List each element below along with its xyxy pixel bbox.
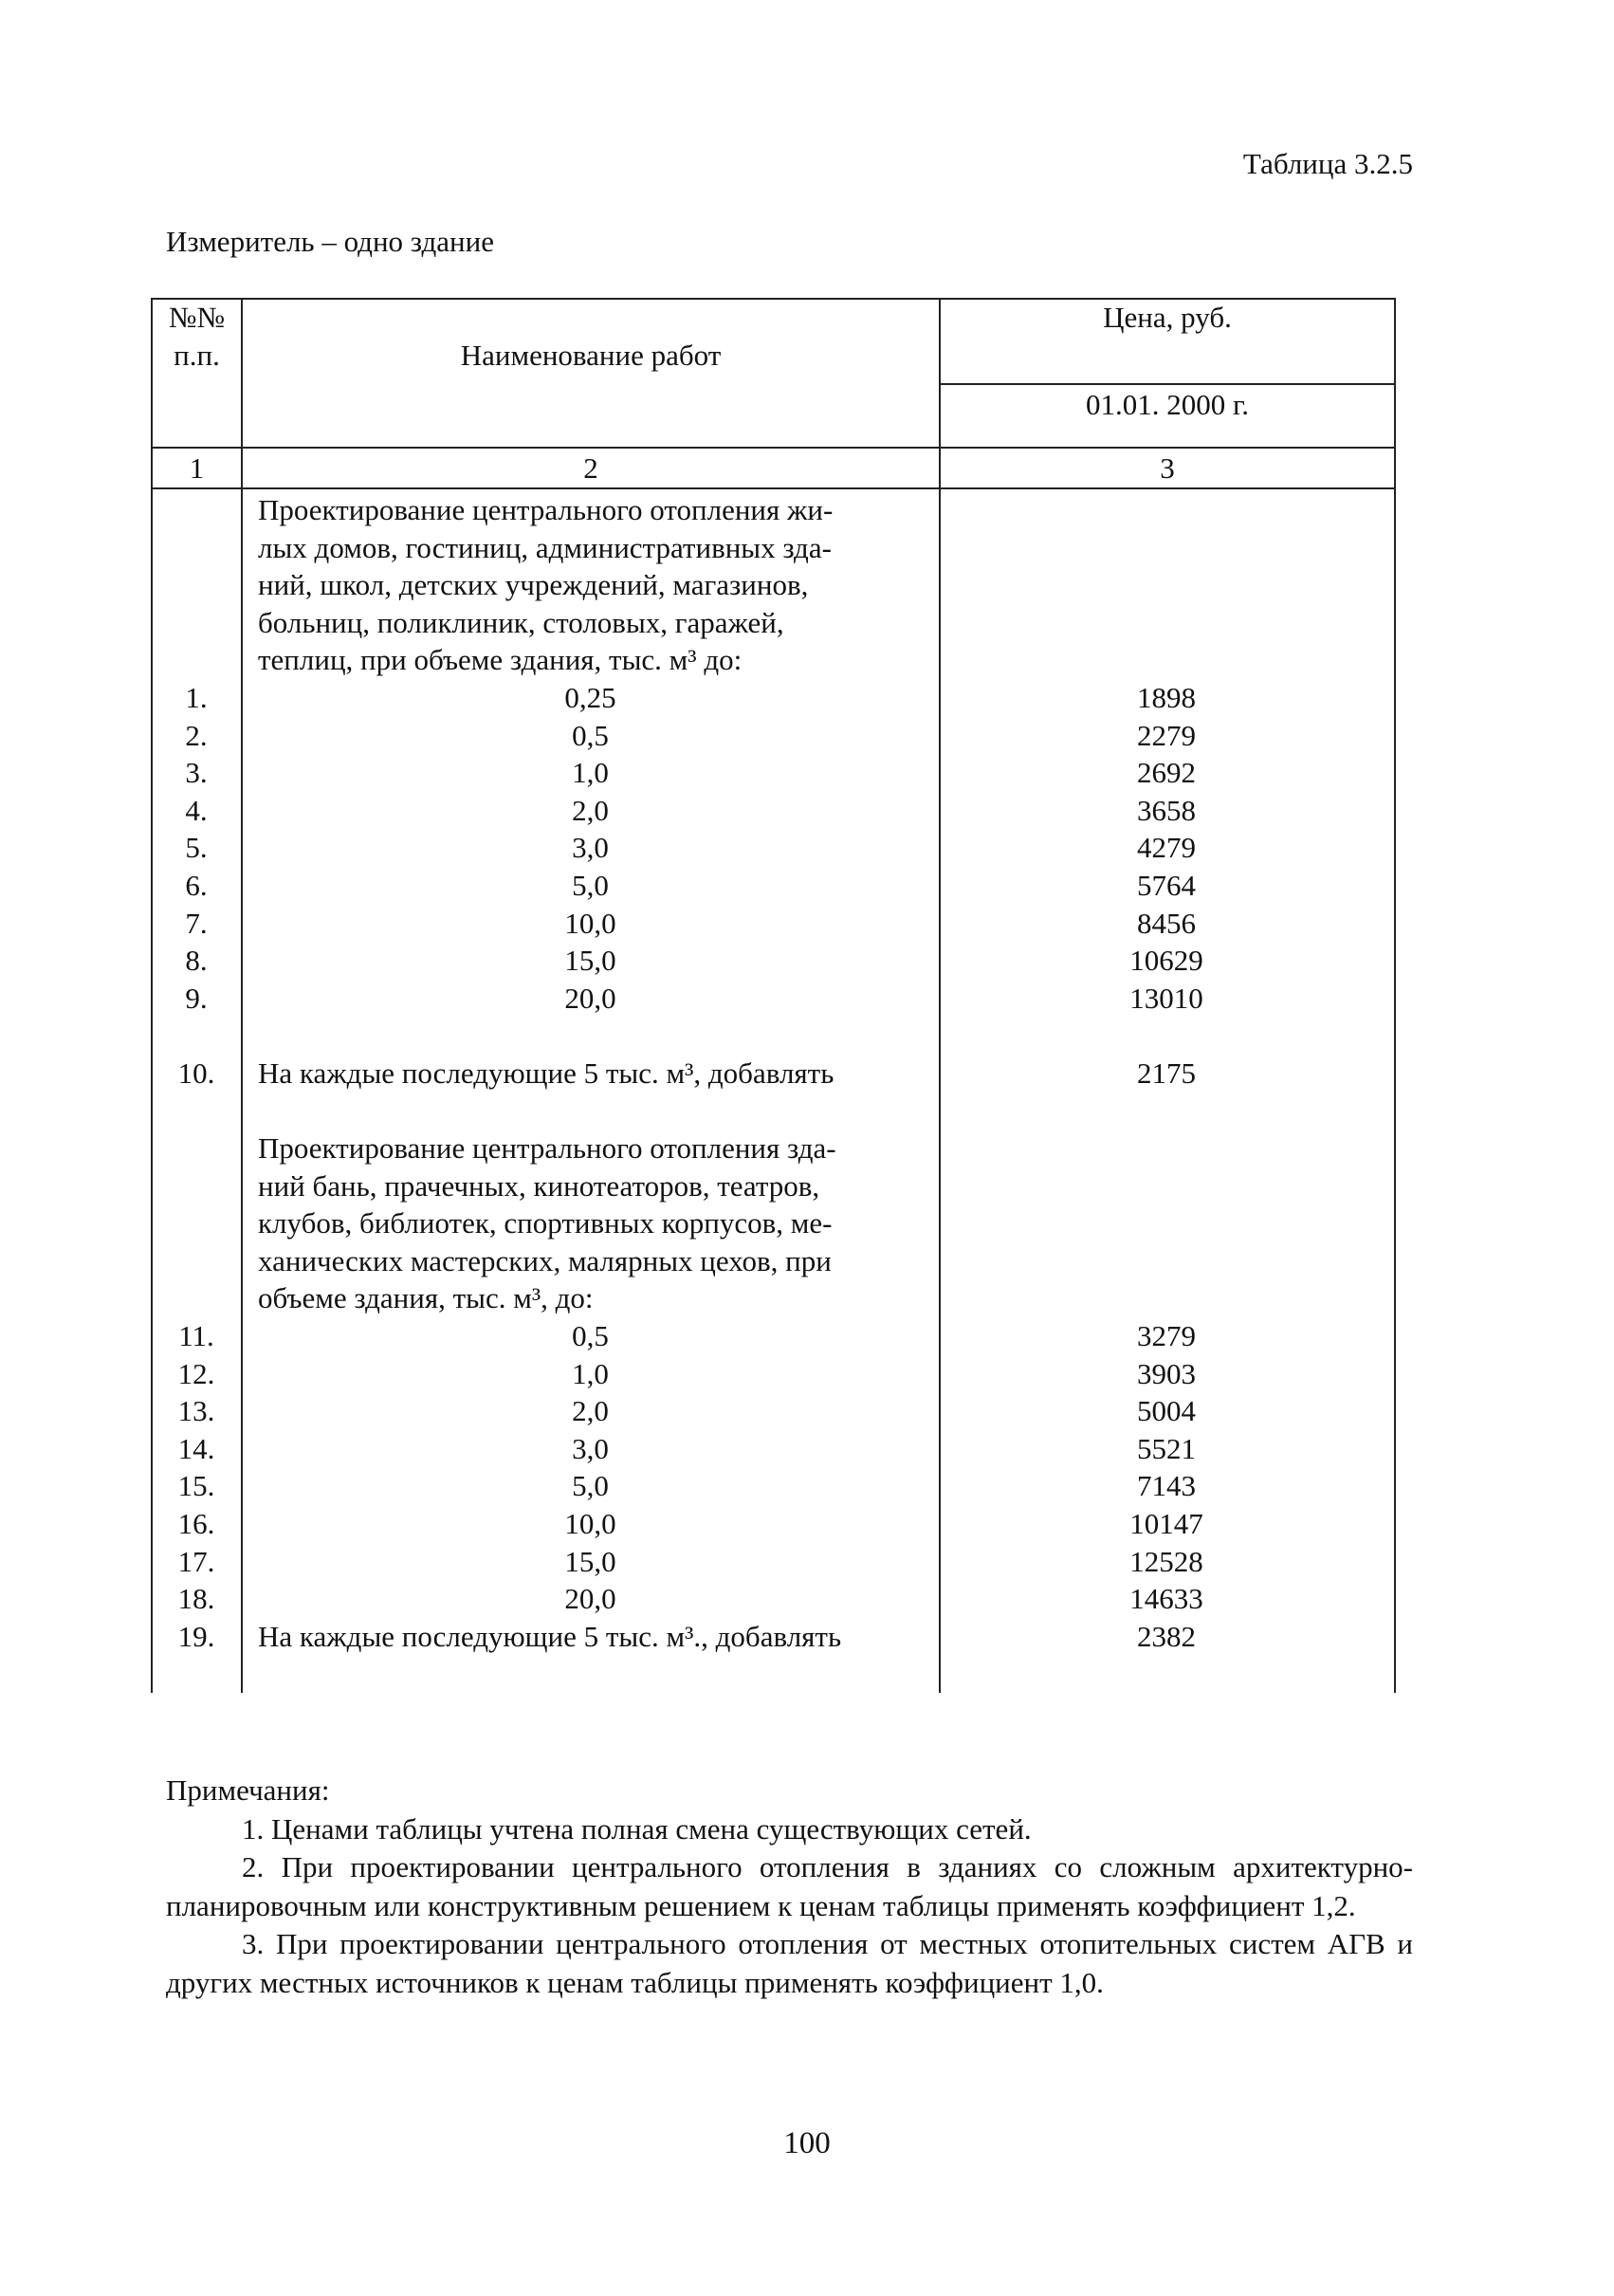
- row-number: 8.: [185, 944, 208, 978]
- price-value: 2175: [1137, 1056, 1196, 1090]
- description-line: [151, 1279, 1394, 1317]
- description-text: Проектирование центрального отопления жи-: [258, 493, 834, 526]
- column-number-3: 3: [1160, 451, 1175, 485]
- description-text: ханических мастерских, малярных цехов, при: [258, 1243, 832, 1277]
- table-row: [151, 829, 1394, 867]
- row-number: 16.: [177, 1507, 215, 1541]
- price-header-divider: [939, 383, 1396, 385]
- notes-title: Примечания:: [166, 1773, 330, 1807]
- page-number: 100: [783, 2126, 831, 2160]
- price-value: 7143: [1137, 1469, 1196, 1503]
- table-right-border: [1394, 298, 1396, 1693]
- building-volume: 10,0: [564, 1507, 616, 1541]
- notes: [166, 1772, 1413, 2002]
- row-number: 14.: [177, 1431, 215, 1465]
- measurement-unit: Измеритель – одно здание: [166, 225, 494, 258]
- row-number: 19.: [177, 1619, 215, 1653]
- row-number: 15.: [177, 1469, 215, 1503]
- column-number-2: 2: [583, 451, 598, 485]
- header-name: Наименование работ: [460, 339, 722, 372]
- table-row: [151, 867, 1394, 905]
- price-value: 8456: [1137, 906, 1196, 940]
- building-volume: 10,0: [564, 906, 616, 940]
- description-text: лых домов, гостиниц, административных зда-: [258, 530, 832, 564]
- row-number: 11.: [178, 1319, 214, 1353]
- price-value: 12528: [1129, 1544, 1203, 1578]
- price-value: 3279: [1137, 1319, 1196, 1353]
- description-line: [151, 566, 1394, 604]
- table-row: [151, 980, 1394, 1018]
- work-name: На каждые последующие 5 тыс. м³., добавлять: [258, 1619, 842, 1653]
- table-row: [151, 1055, 1394, 1093]
- note-item: 1. Ценами таблицы учтена полная смена существующих сетей.: [242, 1811, 1032, 1846]
- row-number: 10.: [177, 1056, 215, 1090]
- building-volume: 0,5: [572, 718, 609, 752]
- building-volume: 5,0: [572, 868, 609, 902]
- building-volume: 20,0: [564, 1582, 616, 1616]
- row-number: 5.: [185, 831, 208, 865]
- building-volume: 3,0: [572, 831, 609, 865]
- table-row: [151, 1392, 1394, 1430]
- building-volume: 0,5: [572, 1319, 609, 1353]
- row-number: 18.: [177, 1582, 215, 1616]
- work-name: На каждые последующие 5 тыс. м³, добавлять: [258, 1056, 835, 1090]
- price-value: 5521: [1137, 1431, 1196, 1465]
- row-number: 9.: [185, 981, 208, 1015]
- description-text: ний, школ, детских учреждений, магазинов,: [258, 568, 809, 602]
- header-price: Цена, руб.: [1103, 301, 1232, 334]
- table-row: [151, 942, 1394, 980]
- price-value: 2279: [1137, 718, 1196, 752]
- table-row: [151, 905, 1394, 943]
- spacer: [151, 1017, 1394, 1055]
- table-row: [151, 1543, 1394, 1581]
- description-text: больниц, поликлиник, столовых, гаражей,: [258, 605, 784, 639]
- row-number: 3.: [185, 756, 208, 790]
- description-line: [151, 604, 1394, 642]
- row-number: 1.: [185, 680, 208, 714]
- note-item: 2. При проектировании центрального отопления в зданиях со сложным архитектурно-планировочным или конструктивным решением к ценам таблицы применять коэффициент 1,2.: [166, 1850, 1413, 1922]
- building-volume: 2,0: [572, 793, 609, 827]
- table-row: [151, 679, 1394, 717]
- header-num-line1: №№: [168, 301, 226, 334]
- price-value: 4279: [1137, 831, 1196, 865]
- column-number-1: 1: [189, 451, 205, 485]
- price-value: 14633: [1129, 1582, 1203, 1616]
- building-volume: 15,0: [564, 944, 616, 978]
- price-value: 2382: [1137, 1619, 1196, 1653]
- table-row: [151, 1317, 1394, 1355]
- description-line: [151, 1204, 1394, 1242]
- table-body: [151, 491, 1394, 1655]
- description-text: клубов, библиотек, спортивных корпусов, ме-: [258, 1206, 833, 1240]
- row-number: 4.: [185, 793, 208, 827]
- price-value: 13010: [1129, 981, 1203, 1015]
- header-num: [153, 299, 241, 375]
- description-line: [151, 491, 1394, 529]
- building-volume: 1,0: [572, 1356, 609, 1390]
- price-value: 1898: [1137, 680, 1196, 714]
- table-row: [151, 1618, 1394, 1656]
- table-row: [151, 792, 1394, 830]
- table-row: [151, 1430, 1394, 1468]
- table-row: [151, 1467, 1394, 1505]
- column-numbers-bottom-border: [151, 487, 1396, 489]
- building-volume: 2,0: [572, 1394, 609, 1428]
- price-value: 10629: [1129, 944, 1203, 978]
- price-value: 5004: [1137, 1394, 1196, 1428]
- note-item: 3. При проектировании центрального отопления от местных отопительных систем АГВ и других местных источников к ценам таблицы применять коэффициент 1,0.: [166, 1927, 1413, 1999]
- description-line: [151, 641, 1394, 679]
- table-row: [151, 754, 1394, 792]
- price-value: 3658: [1137, 793, 1196, 827]
- building-volume: 20,0: [564, 981, 616, 1015]
- building-volume: 1,0: [572, 756, 609, 790]
- building-volume: 5,0: [572, 1469, 609, 1503]
- row-number: 17.: [177, 1544, 215, 1578]
- row-number: 13.: [177, 1394, 215, 1428]
- price-value: 5764: [1137, 868, 1196, 902]
- table-row: [151, 1355, 1394, 1393]
- price-value: 2692: [1137, 756, 1196, 790]
- description-line: [151, 1167, 1394, 1205]
- description-text: Проектирование центрального отопления зда-: [258, 1131, 836, 1166]
- description-line: [151, 1130, 1394, 1167]
- description-line: [151, 1242, 1394, 1280]
- row-number: 6.: [185, 868, 208, 902]
- header-price-date: 01.01. 2000 г.: [1086, 388, 1249, 421]
- description-text: теплиц, при объеме здания, тыс. м³ до:: [258, 643, 743, 677]
- description-line: [151, 529, 1394, 567]
- table-row: [151, 1580, 1394, 1618]
- price-value: 10147: [1129, 1507, 1203, 1541]
- table-title: Таблица 3.2.5: [1242, 147, 1413, 180]
- price-value: 3903: [1137, 1356, 1196, 1390]
- header-num-line2: п.п.: [174, 339, 220, 372]
- description-text: объеме здания, тыс. м³, до:: [258, 1281, 594, 1315]
- building-volume: 3,0: [572, 1431, 609, 1465]
- building-volume: 0,25: [564, 680, 616, 714]
- row-number: 12.: [177, 1356, 215, 1390]
- row-number: 7.: [185, 906, 208, 940]
- building-volume: 15,0: [564, 1544, 616, 1578]
- spacer: [151, 1093, 1394, 1130]
- description-text: ний бань, прачечных, кинотеаторов, театров,: [258, 1168, 820, 1203]
- table-row: [151, 1505, 1394, 1543]
- header-bottom-border: [151, 447, 1396, 449]
- table-row: [151, 717, 1394, 755]
- row-number: 2.: [185, 718, 208, 752]
